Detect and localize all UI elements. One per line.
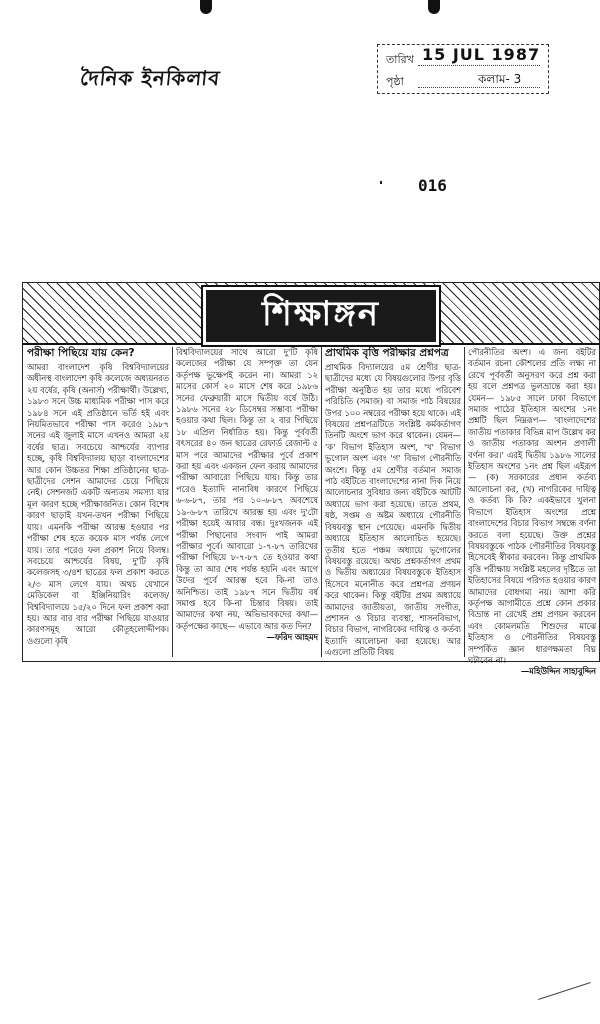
stamp-dotted-line xyxy=(418,65,540,66)
stamp-dotted-line xyxy=(418,87,540,88)
stamp-page-label: পৃষ্ঠা xyxy=(386,75,404,88)
column-divider xyxy=(321,347,322,657)
binder-hole-right xyxy=(428,0,440,14)
article-body: আমরা বাংলাদেশ কৃষি বিশ্ববিদ্যালয়ের অধীনস্থ বাংলাদেশ কৃষি কলেজে অধ্যয়নরত ২য় বর্ষের, কৃষি (অনার্স) পরীক্ষার্থী। উল্লেখ্য, ১৯৮৩ সনে উচ্চ মাধ্যমিক পরীক্ষা পাস করে ১৯৮৪ সনে এই প্রতিষ্ঠানে ভর্তি হই এবং নিয়মিতভাবে পরীক্ষা পাস করেও ১৯৮৭ সনের এই জুলাই মাসে এখনও আমরা ২য় বর্ষের ছাত্র। সবচেয়ে আশ্চর্যের ব্যাপার হচ্ছে, কৃষি বিশ্ববিদ্যালয় ছাড়া বাংলাদেশের আর কোন উচ্চতর শিক্ষা প্রতিষ্ঠানের ছাত্র-ছাত্রীদের সেশন আমাদের চেয়ে পিছিয়ে নেই। সেশনজট একটি অন্যতম সমস্যা যার মূল কারণ হচ্ছে পরীক্ষাজনিত। কোন বিশেষ কারণ ছাড়াই যখন-তখন পরীক্ষা পিছিয়ে যায়। এমনকি পরীক্ষা আরম্ভ হওয়ার পর পরীক্ষা শেষ হতে কয়েক মাস পর্যন্ত লেগে যায়। তার পরেও ফল প্রকাশ নিয়ে বিলম্ব। সবচেয়ে আশ্চর্যের বিষয়, দু'টি কৃষি কলেজসহ ৩/৪শ ছাত্রের ফল প্রকাশ করতে ২/৩ মাস লেগে যায়। অথচ যেখানে মেডিকেল বা ইঞ্জিনিয়ারিং কলেজ/বিশ্ববিদ্যালয়ে ১৫/২০ দিনে ফল প্রকাশ করা হয়। আর বার বার পরীক্ষা পিছিয়ে যাওয়ার কারণসমূহ আরো কৌতূহলোদ্দীপক। ওগুলো কৃষি xyxy=(27,362,169,646)
serial-number: 016 xyxy=(418,176,447,195)
newspaper-clipping xyxy=(22,282,600,677)
article-body: বিশ্ববিদ্যালয়ের সাথে আরো দু'টি কৃষি কলেজের পরীক্ষা যে সম্পৃক্ত তা যেন কর্তৃপক্ষ ভুক্ষেপই করেন না। আমরা ১২ মাসের কোর্স ২০ মাসে শেষ করে ১৯৮৬ সনের ফেব্রুয়ারী মাসে দ্বিতীয় বর্ষে উঠি। ১৯৮৬ সনের ২৮ ডিসেম্বর সম্ভাব্য পরীক্ষা হওয়ার কথা ছিল। কিন্তু তা ২ বার পিছিয়ে ১৮ এপ্রিল নির্ধারিত হয়। কিন্তু পূর্ববর্তী বৎসরের ৪০ জন ছাত্রের রেফার্ড রেজাল্ট ৫ মাস পরে আমাদের পরীক্ষার পূর্বে প্রকাশ করা হয় এবং একজন ফেল করায় আমাদের পরীক্ষা আবারো পিছিয়ে যায়। কিন্তু তার পরেও ইত্যাদি নানাবিধ কারণে পিছিয়ে ৬-৬-৮৭, তার পর ১০-৬-৮৭ অবশেষে ১৯-৬-৮৭ তারিখে আরম্ভ হয় এবং দু'টো পরীক্ষা হয়েই আবার বন্ধ। দুঃখজনক এই পরীক্ষা পিছানোর সংবাদ পাই আমরা পরীক্ষার পূর্বে। আবারো ১-৭-৮৭ তারিখের পরীক্ষা পিছিয়ে ৮-৭-৮৭ তে হওয়ার কথা কিন্তু তা আর শেষ পর্যন্ত হয়নি এবং আগে উদের পূর্বে আরম্ভ হবে কি-না তাও অনিশ্চিত। তাই ১৯৮৭ সনে দ্বিতীয় বর্ষ সমাপ্ত হবে কি-না চিন্তার বিষয়। তাই আমাদের কথা নয়, অভিভাবকদের কথা— কর্তৃপক্ষের কাছে— এভাবে আর কত দিন? xyxy=(176,347,318,631)
paper-edge-mark xyxy=(538,982,597,1019)
column-divider xyxy=(172,347,173,657)
stamp-date-label: তারিখ xyxy=(386,53,414,66)
article-column-4 xyxy=(468,347,596,677)
article-column-2 xyxy=(176,347,318,659)
column-divider xyxy=(464,347,465,657)
article-body: প্রাথমিক বিদ্যালয়ের ৫ম শ্রেণীর ছাত্র-ছাত্রীদের মধ্যে যে বিষয়গুলোর উপর বৃত্তি পরীক্ষা অনুষ্ঠিত হয় তার মধ্যে পরিবেশ পরিচিতি (সমাজ) বা সমাজ পাঠ বিষয়ের উপর ১০০ নম্বরের পরীক্ষা হয়ে থাকে। এই বিষয়ের প্রশ্নপত্রটিতে সংশ্লিষ্ট কর্মকর্তাগণ তিনটি অংশে ভাগ করে থাকেন। যেমন— 'ক' বিভাগ ইতিহাস অংশ, 'খ' বিভাগ ভূগোল অংশ এবং 'গ' বিভাগ পৌরনীতি অংশে। কিন্তু ৫ম শ্রেণীর বর্তমান সমাজ পাঠ বইটিতে বাংলাদেশের নানা দিক নিয়ে আলোচনার সুবিধার জন্য বইটিকে আটটি অধ্যায়ে ভাগ করা হয়েছে। তাতে প্রথম, ষষ্ঠ, সপ্তম ও অষ্টম অধ্যায়ে পৌরনীতি বিষয়বস্তু স্থান পেয়েছে। এমনকি দ্বিতীয় অধ্যায়ে ইতিহাস আলোচিত হয়েছে। তৃতীয় হতে পঞ্চম অধ্যায়ে ভূগোলের বিষয়বস্তু রয়েছে। অথচ প্রশ্নকর্তাগণ প্রথম ও দ্বিতীয় অধ্যায়ের বিষয়বস্তুকে ইতিহাস হিসেবে মনোনীত করে প্রশ্নপত্র প্রণয়ন করে থাকেন। কিন্তু বইটির প্রথম অধ্যায়ে আমাদের জাতীয়তা, জাতীয় সংগীত, প্রশাসন ও বিচার ব্যবস্থা, শাসনবিভাগ, বিচার বিভাগ, নাগরিকের দায়িত্ব ও কর্তব্য ইত্যাদি আলোচনা করা হয়েছে। আর এগুলো প্রতিটি বিষয় xyxy=(325,362,461,658)
article-headline: প্রাথমিক বৃত্তি পরীক্ষার প্রশ্নপত্র xyxy=(325,347,449,359)
section-title: শিক্ষাঙ্গন xyxy=(203,287,439,345)
stamp-column: কলাম- 3 xyxy=(478,72,522,86)
article-column-1 xyxy=(27,347,169,659)
newspaper-name: দৈনিক ইনকিলাব xyxy=(79,66,222,90)
date-stamp xyxy=(377,44,549,94)
article-byline: —মহিউদ্দিন সাহাবুদ্দিন xyxy=(520,666,596,677)
article-body: পৌরনীতির অংশ। এ জন্য বইটির বর্তমান রচনা কৌশলের প্রতি লক্ষ্য না রেখে পূর্ববর্তী অনুসরণ করে প্রশ্ন করা হয় বলে প্রশ্নপত্র ভুলভ্রান্তে করা হয়। যেমন— ১৯৮৫ সালে ঢাকা বিভাগে সমাজ পাঠের ইতিহাস অংশের ১নং প্রশ্নটি ছিল নিম্নরূপ— 'বাংলাদেশের জাতীয় পতাকার বিভিন্ন মাপ উল্লেখ কর ও জাতীয় পতাকার অংশন প্রণালী বর্ণনা কর।' এরই দ্বিতীয় ১৯৮৬ সালের ইতিহাস অংশের ১নং প্রশ্ন ছিল এইরূপ— (ক) সরকারের প্রধান কর্তব্য আলোচনা কর, (খ) নাগরিকের দায়িত্ব ও কর্তব্য কি কি? একইভাবে খুলনা বিভাগে ইতিহাস অংশের প্রশ্নে বাংলাদেশের বিচার বিভাগ সম্বন্ধে বর্ণনা করতে বলা হয়েছে। উক্ত প্রশ্নের বিষয়বস্তুকে পাঠক পৌরনীতির বিষয়বস্তু হিসেবেই স্বীকার করবেন। কিন্তু প্রাথমিক বৃত্তি পরীক্ষায় সংশ্লিষ্ট মহলের দৃষ্টিতে তা ইতিহাসের বিষয়ে পরিগত হওয়ার কারণ আমাদের বোধগম্য নয়। আশা করি কর্তৃপক্ষ আগামীতে প্রশ্নে কোন প্রকার বিভ্রান্ত না রেখেই প্রশ্ন প্রণয়ন করবেন এবং কোমলমতি শিশুদের মাঝে ইতিহাস ও পৌরনীতির বিষয়বস্তু সম্পর্কিত জ্ঞান ধারণক্ষমতা বিঘ্ন ঘটাবেন না। xyxy=(468,347,596,665)
ink-speck xyxy=(380,181,382,184)
article-column-3 xyxy=(325,347,461,659)
article-headline: পরীক্ষা পিছিয়ে যায় কেন? xyxy=(27,347,135,359)
article-byline: —ফরিদ আহমদ xyxy=(266,632,318,643)
section-banner xyxy=(23,283,599,345)
binder-hole-left xyxy=(200,0,212,14)
stamp-date: 15 JUL 1987 xyxy=(422,45,541,64)
